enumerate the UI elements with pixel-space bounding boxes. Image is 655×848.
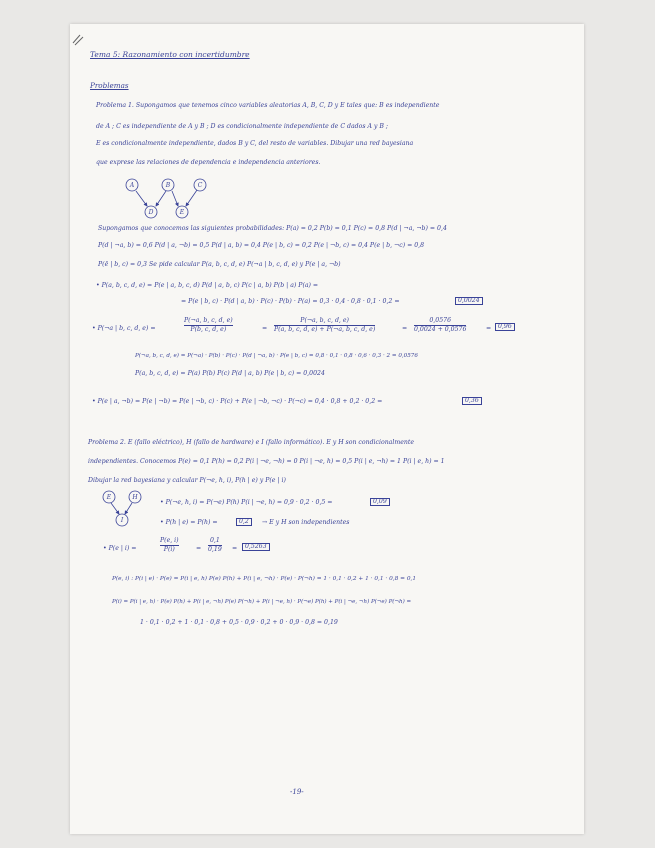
node-b-label: B bbox=[165, 182, 171, 189]
result-c-box: 0,5263 bbox=[242, 543, 270, 551]
node-c-label: C bbox=[197, 182, 203, 189]
problem2-line-c-label: • P(e | i) = bbox=[103, 545, 137, 552]
fraction-denominator: 0,0024 + 0,0576 bbox=[414, 325, 467, 333]
calc3-line: • P(e | a, ¬b) = P(e | ¬b) = P(e | ¬b, c) · P(c) + P(e | ¬b, ¬c) · P(¬c) = 0,4 · 0,8 + 0,2 · 0,2 = bbox=[92, 398, 383, 405]
problem2-line-d-3: 1 · 0,1 · 0,2 + 1 · 0,1 · 0,8 + 0,5 · 0,9 · 0,2 + 0 · 0,9 · 0,8 = 0,19 bbox=[140, 619, 338, 626]
page-corner-mark bbox=[72, 33, 86, 47]
problem2-line-d-2: P(i) = P(i | e, h) · P(e) P(h) + P(i | e, ¬h) P(e) P(¬h) + P(i | ¬e, h) · P(¬e) P(h) + P(i | ¬e, ¬h) P(¬e) P(¬h) = bbox=[112, 599, 412, 605]
equals-sign: = bbox=[262, 325, 268, 332]
problem2-fraction-c1 bbox=[160, 538, 179, 553]
calc2-label: • P(¬a | b, c, d, e) = bbox=[92, 325, 156, 332]
given-line-3: P(ē | b, c) = 0,3 Se pide calcular P(a, b, c, d, e) P(¬a | b, c, d, e) y P(e | a, ¬b) bbox=[98, 261, 341, 268]
fraction-numerator: P(e, i) bbox=[160, 537, 179, 544]
calc1-line-1: • P(a, b, c, d, e) = P(e | a, b, c, d) P(d | a, b, c) P(c | a, b) P(b | a) P(a) = bbox=[96, 282, 319, 289]
problem1-statement-line-3: E es condicionalmente independiente, dados B y C, del resto de variables. Dibujar una red bayesiana bbox=[96, 140, 414, 147]
equals-sign: = bbox=[232, 545, 238, 552]
calc2-fraction-3 bbox=[414, 318, 466, 333]
calc2-fraction-2 bbox=[274, 318, 375, 333]
problem2-statement-line-1: Problema 2. E (fallo eléctrico), H (fallo de hardware) e I (fallo informático). E y H son condicionalmente bbox=[88, 439, 415, 446]
problem2-statement-line-3: Dibujar la red bayesiana y calcular P(¬e, h, i), P(h | e) y P(e | i) bbox=[88, 477, 286, 484]
result2-box: 0,96 bbox=[495, 323, 515, 331]
calc2-line-1: P(¬a, b, c, d, e) = P(¬a) · P(b) · P(c) · P(d | ¬a, b) · P(e | b, c) = 0,8 · 0,1 · 0,8 · 0,6 · 0,3 · 2 = 0,0576 bbox=[135, 353, 418, 359]
problem1-bayesian-network bbox=[120, 173, 220, 223]
node-d-label: D bbox=[148, 209, 154, 216]
given-line-2: P(d | ¬a, b) = 0,6 P(d | a, ¬b) = 0,5 P(d | a, b) = 0,4 P(e | b, c) = 0,2 P(e | ¬b, c) = 0,4 P(e | b, ¬c) = 0,8 bbox=[98, 242, 425, 249]
problem1-statement-line-4: que exprese las relaciones de dependencia e independencia anteriores. bbox=[96, 159, 321, 166]
page-subtitle: Problemas bbox=[90, 81, 129, 90]
fraction-denominator: P(i) bbox=[163, 545, 175, 553]
fraction-denominator: P(b, c, d, e) bbox=[190, 325, 227, 333]
node-e-label: E bbox=[179, 209, 185, 216]
fraction-numerator: P(¬a, b, c, d, e) bbox=[300, 317, 349, 324]
node-h-label: H bbox=[132, 494, 138, 501]
calc1-line-2: = P(e | b, c) · P(d | a, b) · P(c) · P(b) · P(a) = 0,3 · 0,4 · 0,8 · 0,1 · 0,2 = bbox=[181, 298, 400, 305]
page-number: -19- bbox=[290, 788, 304, 796]
equals-sign: = bbox=[486, 325, 492, 332]
fraction-numerator: P(¬a, b, c, d, e) bbox=[184, 317, 233, 324]
node-a-label: A bbox=[129, 182, 135, 189]
problem2-line-d-1: P(e, i) : P(i | e) · P(e) = P(i | e, h) P(e) P(h) + P(i | e, ¬h) · P(e) · P(¬h) = 1 · 0,1 · 0,2 + 1 · 0,1 · 0,8 = 0,1 bbox=[112, 576, 417, 582]
equals-sign: = bbox=[402, 325, 408, 332]
fraction-denominator: P(a, b, c, d, e) + P(¬a, b, c, d, e) bbox=[274, 325, 376, 333]
fraction-numerator: 0,1 bbox=[209, 537, 220, 544]
given-line-1: Supongamos que conocemos las siguientes probabilidades: P(a) = 0,2 P(b) = 0,1 P(c) = 0,8 P(d | ¬a, ¬b) = 0,4 bbox=[98, 225, 447, 232]
problem2-statement-line-2: independientes. Conocemos P(e) = 0,1 P(h) = 0,2 P(i | ¬e, ¬h) = 0 P(i | ¬e, h) = 0,5 P(i | e, ¬h) = 1 P(i | e, h) = 1 bbox=[88, 458, 445, 465]
result-b-box: 0,2 bbox=[236, 518, 252, 526]
problem2-fraction-c2 bbox=[208, 538, 222, 553]
fraction-denominator: 0,19 bbox=[208, 545, 222, 553]
independence-note: → E y H son independientes bbox=[262, 519, 350, 526]
calc2-fraction-1 bbox=[184, 318, 233, 333]
fraction-numerator: 0,0576 bbox=[429, 317, 452, 324]
problem2-line-b: • P(h | e) = P(h) = bbox=[160, 519, 218, 526]
problem2-bayesian-network bbox=[100, 488, 150, 528]
equals-sign: = bbox=[196, 545, 202, 552]
result1-box: 0,0024 bbox=[455, 297, 483, 305]
problem1-statement-line-2: de A ; C es independiente de A y B ; D es condicionalmente independiente de C dados A y B ; bbox=[96, 123, 388, 130]
calc2-line-2: P(a, b, c, d, e) = P(a) P(b) P(c) P(d | a, b) P(e | b, c) = 0,0024 bbox=[135, 370, 325, 377]
problem2-line-a: • P(¬e, h, i) = P(¬e) P(h) P(i | ¬e, h) = 0,9 · 0,2 · 0,5 = bbox=[160, 499, 333, 506]
page-title: Tema 5: Razonamiento con incertidumbre bbox=[90, 50, 250, 59]
node-e-label: E bbox=[106, 494, 112, 501]
node-i-label: I bbox=[120, 517, 124, 524]
problem1-statement-line-1: Problema 1. Supongamos que tenemos cinco variables aleatorias A, B, C, D y E tales que: B es independiente bbox=[96, 102, 440, 109]
result-a-box: 0,09 bbox=[370, 498, 390, 506]
result3-box: 0,36 bbox=[462, 397, 482, 405]
